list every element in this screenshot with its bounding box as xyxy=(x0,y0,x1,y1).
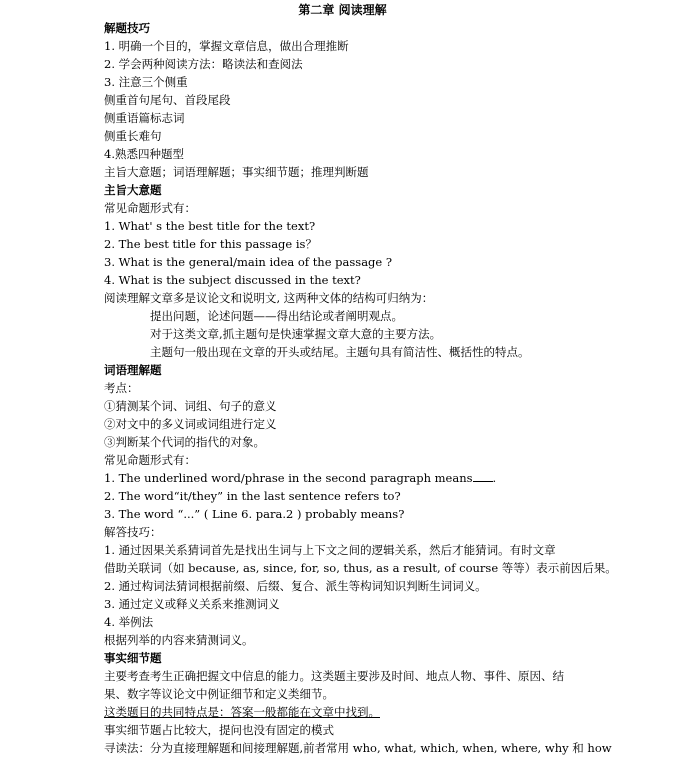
text-line xyxy=(104,577,665,595)
text-line xyxy=(104,163,665,181)
line-text: 侧重首句尾句、首段尾段 xyxy=(104,93,231,107)
line-text: ①猜测某个词、词组、句子的意义 xyxy=(104,399,277,413)
text-line xyxy=(104,145,665,163)
line-text: 侧重长难句 xyxy=(104,129,162,143)
line-text: 2. 学会两种阅读方法：略读法和查阅法 xyxy=(104,57,303,71)
section-heading xyxy=(104,649,665,667)
section-heading xyxy=(104,361,665,379)
text-line xyxy=(104,487,665,505)
line-text: 2. 通过构词法猜词根据前缀、后缀、复合、派生等构词知识判断生词词义。 xyxy=(104,579,487,593)
text-line xyxy=(104,55,665,73)
text-line xyxy=(104,37,665,55)
line-text: 阅读理解文章多是议论文和说明文, 这两种文体的结构可归纳为： xyxy=(104,291,434,305)
line-text: 3. 注意三个侧重 xyxy=(104,75,188,89)
line-text: 4. What is the subject discussed in the text? xyxy=(104,273,361,287)
line-text: 2. The word“it/they” in the last sentence refers to? xyxy=(104,489,401,503)
text-line xyxy=(104,721,665,739)
line-text: 1. 明确一个目的，掌握文章信息，做出合理推断 xyxy=(104,39,349,53)
line-text: 事实细节题占比较大，提问也没有固定的模式 xyxy=(104,723,334,737)
line-text: 主要考查考生正确把握文中信息的能力。这类题主要涉及时间、地点人物、事件、原因、结 xyxy=(104,669,564,683)
line-text: 借助关联词（如 because, as, since, for, so, thus, as a result, of course 等等）表示前因后果。 xyxy=(104,561,617,575)
text-line xyxy=(104,505,665,523)
line-text: 1. The underlined word/phrase in the second paragraph means xyxy=(104,471,473,485)
text-line xyxy=(104,523,665,541)
text-line xyxy=(104,235,665,253)
line-text: 侧重语篇标志词 xyxy=(104,111,185,125)
text-line xyxy=(104,343,665,361)
text-line xyxy=(104,739,665,757)
line-text: ③判断某个代词的指代的对象。 xyxy=(104,435,265,449)
text-line xyxy=(104,595,665,613)
line-text: 考点： xyxy=(104,381,139,395)
text-line xyxy=(104,73,665,91)
line-text: 4.熟悉四种题型 xyxy=(104,147,184,161)
text-line xyxy=(104,289,665,307)
text-line xyxy=(104,307,665,325)
line-text: 解题技巧 xyxy=(104,21,150,35)
line-text: 2. The best title for this passage is？ xyxy=(104,237,317,251)
line-text: 主题句一般出现在文章的开头或结尾。主题句具有简洁性、概括性的特点。 xyxy=(150,345,530,359)
text-line xyxy=(104,685,665,703)
line-text: 这类题目的共同特点是：答案一般都能在文章中找到。 xyxy=(104,705,380,719)
line-text: 主旨大意题；词语理解题；事实细节题；推理判断题 xyxy=(104,165,369,179)
text-line xyxy=(104,379,665,397)
text-line xyxy=(104,433,665,451)
text-line xyxy=(104,559,665,577)
line-text: 3. 通过定义或释义关系来推测词义 xyxy=(104,597,280,611)
text-line xyxy=(104,415,665,433)
line-text: 根据列举的内容来猜测词义。 xyxy=(104,633,254,647)
text-line xyxy=(104,667,665,685)
line-text: 3. What is the general/main idea of the passage ? xyxy=(104,255,393,269)
line-text: 主旨大意题 xyxy=(104,183,162,197)
line-text: 果、数字等议论文中例证细节和定义类细节。 xyxy=(104,687,334,701)
line-text: 1. 通过因果关系猜词首先是找出生词与上下文之间的逻辑关系，然后才能猜词。有时文章 xyxy=(104,543,556,557)
section-heading xyxy=(104,19,665,37)
chapter-title: 第二章 阅读理解 xyxy=(298,3,387,17)
line-text: ②对文中的多义词或词组进行定义 xyxy=(104,417,277,431)
line-text: 对于这类文章,抓主题句是快速掌握文章大意的主要方法。 xyxy=(150,327,442,341)
text-line xyxy=(104,253,665,271)
text-line xyxy=(104,325,665,343)
line-text: 词语理解题 xyxy=(104,363,162,377)
document-body xyxy=(104,19,665,757)
line-text: 寻读法：分为直接理解题和间接理解题,前者常用 who, what, which, when, where, why 和 how xyxy=(104,741,612,755)
text-line xyxy=(104,703,665,721)
answer-blank xyxy=(473,471,493,482)
text-line xyxy=(104,469,665,487)
line-text: 解答技巧： xyxy=(104,525,162,539)
text-line xyxy=(104,397,665,415)
section-heading xyxy=(104,181,665,199)
text-line xyxy=(104,217,665,235)
text-line xyxy=(104,91,665,109)
line-text: 事实细节题 xyxy=(104,651,162,665)
text-line xyxy=(104,451,665,469)
text-line xyxy=(104,199,665,217)
text-line xyxy=(104,127,665,145)
line-text: 常见命题形式有： xyxy=(104,201,196,215)
text-line xyxy=(104,631,665,649)
line-text: 常见命题形式有： xyxy=(104,453,196,467)
line-text: 4. 举例法 xyxy=(104,615,154,629)
text-line xyxy=(104,541,665,559)
line-suffix: . xyxy=(492,471,497,485)
line-text: 3. The word “...” ( Line 6. para.2 ) probably means? xyxy=(104,507,405,521)
line-text: 提出问题，论述问题——得出结论或者阐明观点。 xyxy=(150,309,403,323)
text-line xyxy=(104,613,665,631)
line-text: 1. What' s the best title for the text? xyxy=(104,219,316,233)
text-line xyxy=(104,109,665,127)
text-line xyxy=(104,271,665,289)
